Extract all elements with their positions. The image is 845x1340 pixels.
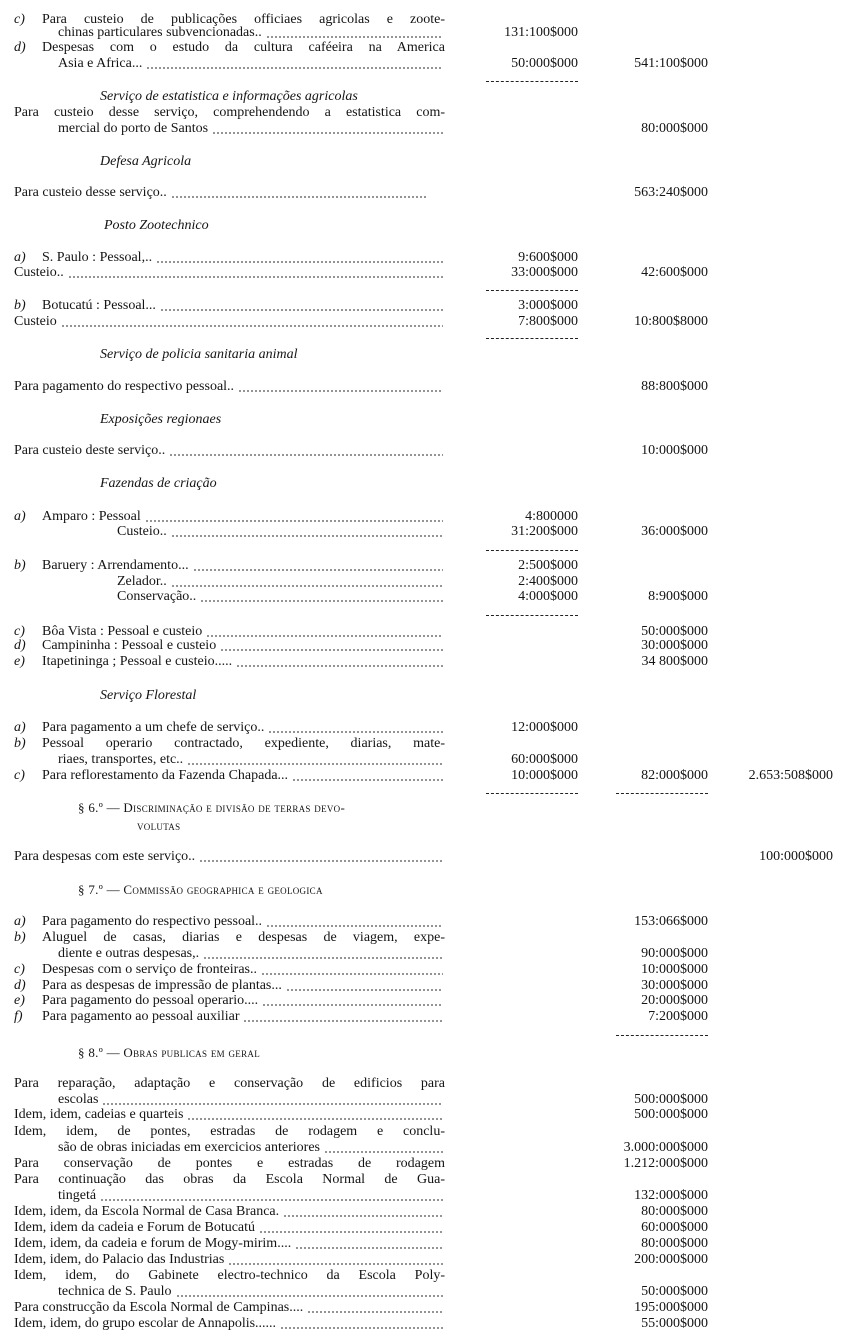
amount-c1: 50:000$000 bbox=[511, 56, 578, 71]
budget-line-text bbox=[42, 1009, 445, 1025]
dot-leader bbox=[68, 276, 443, 278]
amount-c2: 10:000$000 bbox=[641, 962, 708, 977]
budget-line-text bbox=[14, 1156, 445, 1172]
line-label: Para construcção da Escola Normal de Campinas.... bbox=[14, 1300, 304, 1315]
budget-line-text bbox=[14, 1236, 445, 1252]
line-label: Idem, idem, do grupo escolar de Annapolis...... bbox=[14, 1316, 277, 1331]
amount-c1: 7:800$000 bbox=[518, 314, 578, 329]
budget-line-text bbox=[42, 250, 445, 266]
line-label: Idem, idem da cadeia e Forum de Botucatú bbox=[14, 1220, 256, 1235]
budget-line-text bbox=[14, 1076, 445, 1092]
budget-line-text bbox=[58, 56, 445, 72]
dot-leader bbox=[261, 973, 443, 975]
line-label: Botucatú : Pessoal... bbox=[42, 298, 156, 313]
line-label: § 7.º — Commissão geographica e geologica bbox=[78, 882, 323, 897]
line-label: tingetá bbox=[58, 1188, 97, 1203]
item-marker: d) bbox=[14, 40, 26, 55]
line-label: Para custeio de publicações officiaes agricolas e zoote- bbox=[42, 12, 445, 27]
subtotal-rule bbox=[486, 615, 578, 616]
amount-c2: 80:000$000 bbox=[641, 121, 708, 136]
budget-line-text bbox=[14, 185, 430, 201]
dot-leader bbox=[203, 957, 443, 959]
budget-line-text bbox=[58, 1092, 445, 1108]
dot-leader bbox=[171, 535, 443, 537]
line-label: Custeio bbox=[14, 314, 57, 329]
amount-c2: 200:000$000 bbox=[634, 1252, 708, 1267]
line-label: S. Paulo : Pessoal,.. bbox=[42, 250, 153, 265]
budget-line-text bbox=[58, 1140, 445, 1156]
subsection-heading bbox=[100, 476, 217, 492]
budget-line-text bbox=[42, 993, 445, 1009]
budget-line-text bbox=[42, 638, 445, 654]
section-heading bbox=[78, 800, 345, 816]
amount-c1: 12:000$000 bbox=[511, 720, 578, 735]
item-marker: e) bbox=[14, 654, 25, 669]
item-marker: c) bbox=[14, 12, 25, 27]
item-marker: e) bbox=[14, 993, 25, 1008]
line-label: Idem, idem, de pontes, estradas de rodagem e conclu- bbox=[14, 1124, 445, 1139]
dot-leader bbox=[212, 132, 443, 134]
line-label: Conservação.. bbox=[117, 589, 197, 604]
line-label: riaes, transportes, etc.. bbox=[58, 752, 184, 767]
amount-c2: 36:000$000 bbox=[641, 524, 708, 539]
amount-c1: 9:600$000 bbox=[518, 250, 578, 265]
line-label: Custeio.. bbox=[117, 524, 167, 539]
amount-c1: 4:800000 bbox=[525, 509, 578, 524]
dot-leader bbox=[259, 1231, 443, 1233]
subtotal-rule bbox=[616, 793, 708, 794]
budget-line-text bbox=[42, 720, 445, 736]
amount-c2: 60:000$000 bbox=[641, 1220, 708, 1235]
amount-c2: 500:000$000 bbox=[634, 1092, 708, 1107]
dot-leader bbox=[187, 763, 443, 765]
subsection-heading bbox=[100, 688, 196, 704]
dot-leader bbox=[187, 1118, 443, 1120]
dot-leader bbox=[220, 649, 443, 651]
line-label: Para reparação, adaptação e conservação de edificios para bbox=[14, 1076, 445, 1091]
budget-line-text bbox=[42, 962, 445, 978]
subsection-heading bbox=[100, 412, 221, 428]
budget-line-text bbox=[14, 443, 445, 459]
amount-c3: 2.653:508$000 bbox=[748, 768, 833, 783]
line-label: escolas bbox=[58, 1092, 99, 1107]
budget-line-text bbox=[42, 768, 445, 784]
line-label: Despesas com o serviço de fronteiras.. bbox=[42, 962, 257, 977]
line-label: Para custeio desse serviço.. bbox=[14, 185, 167, 200]
line-label: Idem, idem, da cadeia e forum de Mogy-mirim.... bbox=[14, 1236, 292, 1251]
item-marker: b) bbox=[14, 558, 26, 573]
dot-leader bbox=[102, 1103, 443, 1105]
line-label: Idem, idem, do Palacio das Industrias bbox=[14, 1252, 225, 1267]
line-label: Para continuação das obras da Escola Normal de Gua- bbox=[14, 1172, 445, 1187]
dot-leader bbox=[156, 261, 443, 263]
line-label: Pessoal operario contractado, expediente, diarias, mate- bbox=[42, 736, 445, 751]
amount-c2: 10:800$8000 bbox=[634, 314, 708, 329]
dot-leader bbox=[295, 1247, 443, 1249]
line-label: § 8.º — Obras publicas em geral bbox=[78, 1045, 260, 1060]
dot-leader bbox=[307, 1311, 443, 1313]
line-label: Para pagamento a um chefe de serviço.. bbox=[42, 720, 265, 735]
amount-c1: 10:000$000 bbox=[511, 768, 578, 783]
line-label: Para reflorestamento da Fazenda Chapada... bbox=[42, 768, 289, 783]
item-marker: a) bbox=[14, 720, 26, 735]
dot-leader bbox=[228, 1263, 443, 1265]
amount-c2: 1.212:000$000 bbox=[623, 1156, 708, 1171]
dot-leader bbox=[206, 635, 443, 637]
line-label: Idem, idem, do Gabinete electro-technico da Escola Poly- bbox=[14, 1268, 445, 1283]
budget-line-text bbox=[14, 1316, 445, 1332]
amount-c2: 20:000$000 bbox=[641, 993, 708, 1008]
dot-leader bbox=[292, 779, 443, 781]
line-label: Fazendas de criação bbox=[100, 476, 217, 491]
budget-line-text bbox=[58, 946, 445, 962]
amount-c1: 31:200$000 bbox=[511, 524, 578, 539]
budget-line-text bbox=[14, 1252, 445, 1268]
budget-line-text bbox=[14, 1268, 445, 1284]
budget-line-text bbox=[14, 849, 445, 865]
line-label: Para pagamento do respectivo pessoal.. bbox=[14, 379, 235, 394]
item-marker: c) bbox=[14, 624, 25, 639]
line-label: mercial do porto de Santos bbox=[58, 121, 209, 136]
amount-c2: 563:240$000 bbox=[634, 185, 708, 200]
subtotal-rule bbox=[486, 81, 578, 82]
amount-c2: 80:000$000 bbox=[641, 1204, 708, 1219]
dot-leader bbox=[160, 309, 443, 311]
line-label: Custeio.. bbox=[14, 265, 64, 280]
budget-line-text bbox=[117, 589, 445, 605]
line-label: Para pagamento do respectivo pessoal.. bbox=[42, 914, 263, 929]
dot-leader bbox=[61, 325, 443, 327]
subtotal-rule bbox=[486, 290, 578, 291]
line-label: Para as despesas de impressão de plantas... bbox=[42, 978, 282, 993]
line-label: Serviço de policia sanitaria animal bbox=[100, 347, 298, 362]
line-label: technica de S. Paulo bbox=[58, 1284, 172, 1299]
dot-leader bbox=[266, 925, 443, 927]
amount-c2: 88:800$000 bbox=[641, 379, 708, 394]
budget-line-text bbox=[14, 1172, 445, 1188]
budget-line-text bbox=[58, 25, 445, 41]
dot-leader bbox=[200, 600, 443, 602]
line-label: Defesa Agricola bbox=[100, 154, 192, 169]
amount-c2: 500:000$000 bbox=[634, 1107, 708, 1122]
amount-c2: 55:000$000 bbox=[641, 1316, 708, 1331]
amount-c2: 132:000$000 bbox=[634, 1188, 708, 1203]
item-marker: c) bbox=[14, 768, 25, 783]
subtotal-rule bbox=[486, 338, 578, 339]
line-label: volutas bbox=[137, 818, 181, 833]
amount-c2: 50:000$000 bbox=[641, 624, 708, 639]
line-label: Para pagamento do pessoal operario.... bbox=[42, 993, 259, 1008]
line-label: Aluguel de casas, diarias e despesas de viagem, expe- bbox=[42, 930, 445, 945]
subsection-heading bbox=[100, 89, 358, 105]
budget-line-text bbox=[14, 1300, 445, 1316]
amount-c1: 3:000$000 bbox=[518, 298, 578, 313]
budget-line-text bbox=[58, 1284, 445, 1300]
subsection-heading bbox=[100, 154, 191, 170]
amount-c2: 195:000$000 bbox=[634, 1300, 708, 1315]
item-marker: f) bbox=[14, 1009, 23, 1024]
amount-c1: 2:400$000 bbox=[518, 574, 578, 589]
dot-leader bbox=[100, 1199, 443, 1201]
line-label: Bôa Vista : Pessoal e custeio bbox=[42, 624, 203, 639]
item-marker: c) bbox=[14, 962, 25, 977]
line-label: Baruery : Arrendamento... bbox=[42, 558, 189, 573]
budget-line-text bbox=[42, 930, 445, 946]
budget-line-text bbox=[14, 314, 445, 330]
line-label: Para custeio desse serviço, comprehendendo a estatistica com- bbox=[14, 105, 445, 120]
line-label: Itapetininga ; Pessoal e custeio..... bbox=[42, 654, 233, 669]
line-label: Para custeio deste serviço.. bbox=[14, 443, 166, 458]
budget-line-text bbox=[117, 524, 445, 540]
dot-leader bbox=[238, 390, 443, 392]
dot-leader bbox=[169, 454, 443, 456]
dot-leader bbox=[262, 1004, 443, 1006]
amount-c2: 82:000$000 bbox=[641, 768, 708, 783]
budget-line-text bbox=[14, 1204, 445, 1220]
item-marker: d) bbox=[14, 978, 26, 993]
subsection-heading bbox=[104, 218, 209, 234]
amount-c2: 541:100$000 bbox=[634, 56, 708, 71]
budget-line-text bbox=[14, 1107, 445, 1123]
amount-c2: 10:000$000 bbox=[641, 443, 708, 458]
subtotal-rule bbox=[616, 1035, 708, 1036]
subtotal-rule bbox=[486, 550, 578, 551]
item-marker: a) bbox=[14, 914, 26, 929]
budget-line-text bbox=[14, 1220, 445, 1236]
dot-leader bbox=[286, 989, 443, 991]
dot-leader bbox=[236, 665, 443, 667]
line-label: Idem, idem, da Escola Normal de Casa Branca. bbox=[14, 1204, 280, 1219]
dot-leader bbox=[283, 1215, 443, 1217]
amount-c1: 60:000$000 bbox=[511, 752, 578, 767]
dot-leader bbox=[193, 569, 443, 571]
dot-leader bbox=[266, 36, 443, 38]
dot-leader bbox=[171, 585, 443, 587]
budget-line-text bbox=[42, 736, 445, 752]
budget-line-text bbox=[42, 914, 445, 930]
budget-line-text bbox=[58, 752, 445, 768]
dot-leader bbox=[280, 1327, 443, 1329]
dot-leader bbox=[199, 860, 443, 862]
budget-line-text bbox=[42, 558, 445, 574]
section-heading bbox=[78, 882, 323, 898]
item-marker: b) bbox=[14, 298, 26, 313]
budget-line-text bbox=[42, 509, 445, 525]
amount-c3: 100:000$000 bbox=[759, 849, 833, 864]
dot-leader bbox=[324, 1151, 443, 1153]
dot-leader bbox=[243, 1020, 443, 1022]
dot-leader bbox=[146, 67, 443, 69]
item-marker: b) bbox=[14, 930, 26, 945]
amount-c1: 131:100$000 bbox=[504, 25, 578, 40]
subtotal-rule bbox=[486, 793, 578, 794]
item-marker: d) bbox=[14, 638, 26, 653]
budget-line-text bbox=[42, 298, 445, 314]
line-label: são de obras iniciadas em exercicios anteriores bbox=[58, 1140, 321, 1155]
line-label: Para despesas com este serviço.. bbox=[14, 849, 196, 864]
line-label: Despesas com o estudo da cultura caféeira na America bbox=[42, 40, 445, 55]
amount-c1: 33:000$000 bbox=[511, 265, 578, 280]
amount-c2: 42:600$000 bbox=[641, 265, 708, 280]
line-label: Zelador.. bbox=[117, 574, 167, 589]
budget-line-text bbox=[58, 1188, 445, 1204]
amount-c2: 30:000$000 bbox=[641, 638, 708, 653]
budget-line-text bbox=[14, 265, 445, 281]
line-label: chinas particulares subvencionadas.. bbox=[58, 25, 262, 40]
amount-c2: 80:000$000 bbox=[641, 1236, 708, 1251]
line-label: Posto Zootechnico bbox=[104, 218, 209, 233]
budget-line-text bbox=[117, 574, 445, 590]
subsection-heading bbox=[100, 347, 298, 363]
amount-c1: 2:500$000 bbox=[518, 558, 578, 573]
item-marker: a) bbox=[14, 509, 26, 524]
amount-c2: 90:000$000 bbox=[641, 946, 708, 961]
line-label: Campininha : Pessoal e custeio bbox=[42, 638, 217, 653]
line-label: Serviço Florestal bbox=[100, 688, 197, 703]
amount-c2: 3.000:000$000 bbox=[623, 1140, 708, 1155]
dot-leader bbox=[171, 196, 428, 198]
budget-line-text bbox=[42, 40, 445, 56]
line-label: Para conservação de pontes e estradas de rodagem bbox=[14, 1156, 445, 1171]
amount-c2: 34 800$000 bbox=[641, 654, 708, 669]
dot-leader bbox=[268, 731, 443, 733]
budget-line-text bbox=[14, 1124, 445, 1140]
dot-leader bbox=[145, 520, 443, 522]
line-label: § 6.º — Discriminação e divisão de terras devo- bbox=[78, 800, 346, 815]
amount-c2: 30:000$000 bbox=[641, 978, 708, 993]
budget-line-text bbox=[42, 654, 445, 670]
budget-line-text bbox=[14, 105, 445, 121]
item-marker: b) bbox=[14, 736, 26, 751]
line-label: Exposições regionaes bbox=[100, 412, 222, 427]
amount-c2: 7:200$000 bbox=[648, 1009, 708, 1024]
budget-line-text bbox=[14, 379, 445, 395]
budget-line-text bbox=[42, 978, 445, 994]
item-marker: a) bbox=[14, 250, 26, 265]
line-label: Para pagamento ao pessoal auxiliar bbox=[42, 1009, 240, 1024]
section-heading bbox=[78, 1045, 260, 1061]
budget-line-text bbox=[58, 121, 445, 137]
line-label: Amparo : Pessoal bbox=[42, 509, 141, 524]
line-label: Idem, idem, cadeias e quarteis bbox=[14, 1107, 184, 1122]
line-label: diente e outras despesas,. bbox=[58, 946, 200, 961]
amount-c2: 153:066$000 bbox=[634, 914, 708, 929]
line-label: Serviço de estatistica e informações agricolas bbox=[100, 89, 358, 104]
section-heading bbox=[137, 818, 180, 834]
amount-c2: 50:000$000 bbox=[641, 1284, 708, 1299]
dot-leader bbox=[176, 1295, 443, 1297]
line-label: Asia e Africa... bbox=[58, 56, 143, 71]
amount-c2: 8:900$000 bbox=[648, 589, 708, 604]
amount-c1: 4:000$000 bbox=[518, 589, 578, 604]
